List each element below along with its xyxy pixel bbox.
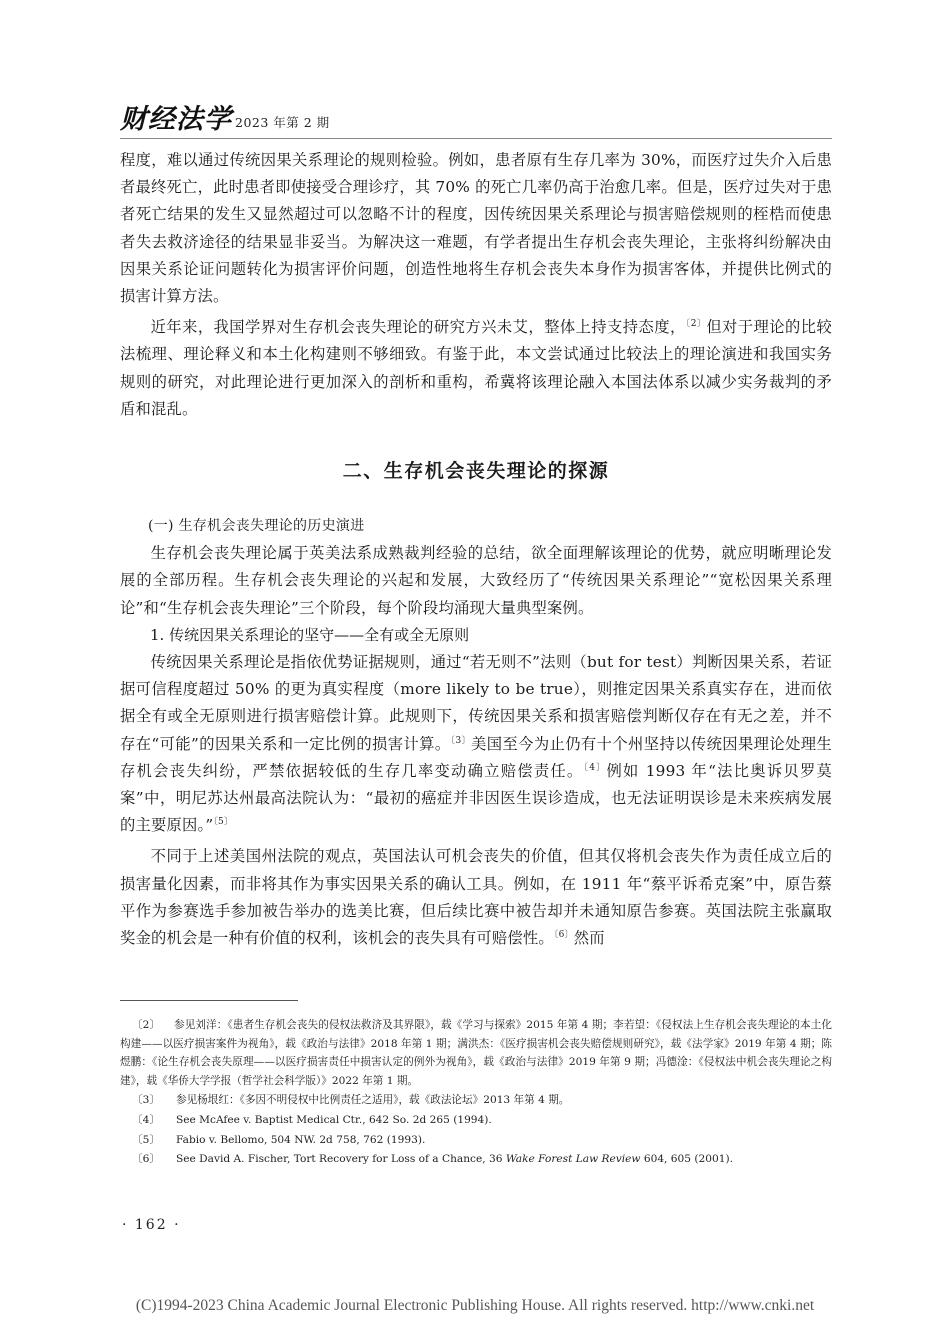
paragraph-3: 生存机会丧失理论属于英美法系成熟裁判经验的总结，欲全面理解该理论的优势，就应明晰理论发展的全部历程。生存机会丧失理论的兴起和发展，大致经历了“传统因果关系理论”“宽松因果关系理论”和“生存机会丧失理论”三个阶段，每个阶段均涌现大量典型案例。: [120, 544, 832, 617]
copyright-notice: (C)1994-2023 China Academic Journal Electronic Publishing House. All rights reserved. http://www.cnki.net: [135, 1297, 815, 1314]
section-title: 二、生存机会丧失理论的探源: [342, 460, 610, 483]
item-title-1: 1. 传统因果关系理论的坚守——全有或全无原则: [150, 625, 470, 644]
paragraph-5: 不同于上述美国州法院的观点，英国法认可机会丧失的价值，但其仅将机会丧失作为责任成立后的损害量化因素，而非将其作为事实因果关系的确认工具。例如，在 1911 年“蔡平诉希克案”中，原告蔡平作为参赛选手参加被告举办的选美比赛，但后续比赛中被告却并未通知原告参赛。英国法院主张赢取奖金的机会是一种有价值的权利，该机会的丧失具有可赔偿性。$^{〔6〕}$然而: [120, 847, 832, 948]
page-number: · 162 ·: [122, 1217, 181, 1233]
article-body: [120, 147, 832, 952]
journal-title-italic: Wake Forest Law Review: [505, 1153, 641, 1166]
footnote-4: [120, 1111, 832, 1130]
footnote-text: 参见杨垠红：《多因不明侵权中比例责任之适用》，载《政法论坛》2013 年第 4 期。: [176, 1094, 570, 1107]
paragraph-2: 近年来，我国学界对生存机会丧失理论的研究方兴未艾，整体上持支持态度，$^{〔2〕}$但对于理论的比较法梳理、理论释义和本土化构建则不够细致。有鉴于此，本文尝试通过比较法上的理论演进和我国实务规则的研究，对此理论进行更加深入的剖析和重构，希冀将该理论融入本国法体系以减少实务裁判的矛盾和混乱。: [120, 318, 832, 418]
footnote-divider: [120, 1000, 298, 1001]
footnote-number: 〔3〕: [132, 1094, 160, 1107]
journal-header: [120, 106, 330, 133]
footnote-6: 〔6〕 See David A. Fischer, Tort Recovery for Loss of a Chance, 36 Wake Forest Law Review 604, 605 (2001).: [120, 1150, 832, 1169]
footnote-3: [120, 1091, 832, 1110]
footnote-2: [120, 1016, 832, 1090]
header-rule: [120, 138, 832, 139]
footnote-ref-2[interactable]: 〔2〕: [685, 319, 707, 330]
paragraph-4: 传统因果关系理论是指依优势证据规则，通过“若无则不”法则（but for test）判断因果关系，若证据可信程度超过 50% 的更为真实程度（more likely to be true），则推定因果关系真实存在，进而依据全有或全无原则进行损害赔偿计算。此规则下，传统因果关系和损害赔偿判断仅存在有无之差，并不存在“可能”的因果关系和一定比例的损害计算。$^{〔3〕}$美国至今为止仍有十个州坚持以传统因果理论处理生存机会丧失纠纷，严禁依据较低的生存几率变动确立赔偿责任。$^{〔4〕}$例如 1993 年“法比奥诉贝罗莫案”中，明尼苏达州最高法院认为：“最初的癌症并非因医生误诊造成，也无法证明误诊是未来疾病发展的主要原因。”$^{〔5〕}$: [120, 653, 832, 835]
issue-label: 2023 年第 2 期: [235, 115, 330, 130]
footnote-ref-4[interactable]: 〔4〕: [583, 762, 607, 773]
paragraph-1: 程度，难以通过传统因果关系理论的规则检验。例如，患者原有生存几率为 30%，而医疗过失介入后患者最终死亡，此时患者即使接受合理诊疗，其 70% 的死亡几率仍高于治愈几率。但是，医疗过失对于患者死亡结果的发生又显然超过可以忽略不计的程度，因传统因果关系理论与损害赔偿规则的桎梏而使患者失去救济途径的结果显非妥当。为解决这一难题，有学者提出生存机会丧失理论，主张将纠纷解决由因果关系论证问题转化为损害评价问题，创造性地将生存机会丧失本身作为损害客体，并提供比例式的损害计算方法。: [120, 151, 832, 306]
footnote-ref-6[interactable]: 〔6〕: [553, 929, 574, 940]
footnote-text: Fabio v. Bellomo, 504 NW. 2d 758, 762 (1993).: [176, 1133, 426, 1146]
subsection-title: (一) 生存机会丧失理论的历史演进: [148, 518, 365, 535]
footnotes: [120, 1016, 832, 1170]
footnote-text: See McAfee v. Baptist Medical Ctr., 642 So. 2d 265 (1994).: [176, 1113, 492, 1126]
journal-name: 财经法学: [120, 104, 232, 135]
footnote-number: 〔6〕: [132, 1153, 160, 1166]
footnote-5: [120, 1131, 832, 1150]
footnote-ref-5[interactable]: 〔5〕: [213, 817, 234, 828]
footnote-number: 〔4〕: [132, 1113, 160, 1126]
footnote-ref-3[interactable]: 〔3〕: [450, 735, 471, 746]
footnote-text: 参见刘洋：《患者生存机会丧失的侵权法救济及其界限》，载《学习与探索》2015 年第 4 期；李若望：《侵权法上生存机会丧失理论的本土化构建——以医疗损害案件为视角》，载《政治与法律》2018 年第 1 期；满洪杰：《医疗损害机会丧失赔偿规则研究》，载《法学家》2019 年第 4 期；陈煜鹏：《论生存机会丧失原理——以医疗损害责任中损害认定的例外为视角》，载《政治与法律》2019 年第 9 期；冯德淦：《侵权法中机会丧失理论之构建》，载《华侨大学学报（哲学社会科学版）》2022 年第 1 期。: [120, 1019, 832, 1087]
footnote-number: 〔5〕: [132, 1133, 160, 1146]
footnote-number: 〔2〕: [132, 1019, 160, 1031]
